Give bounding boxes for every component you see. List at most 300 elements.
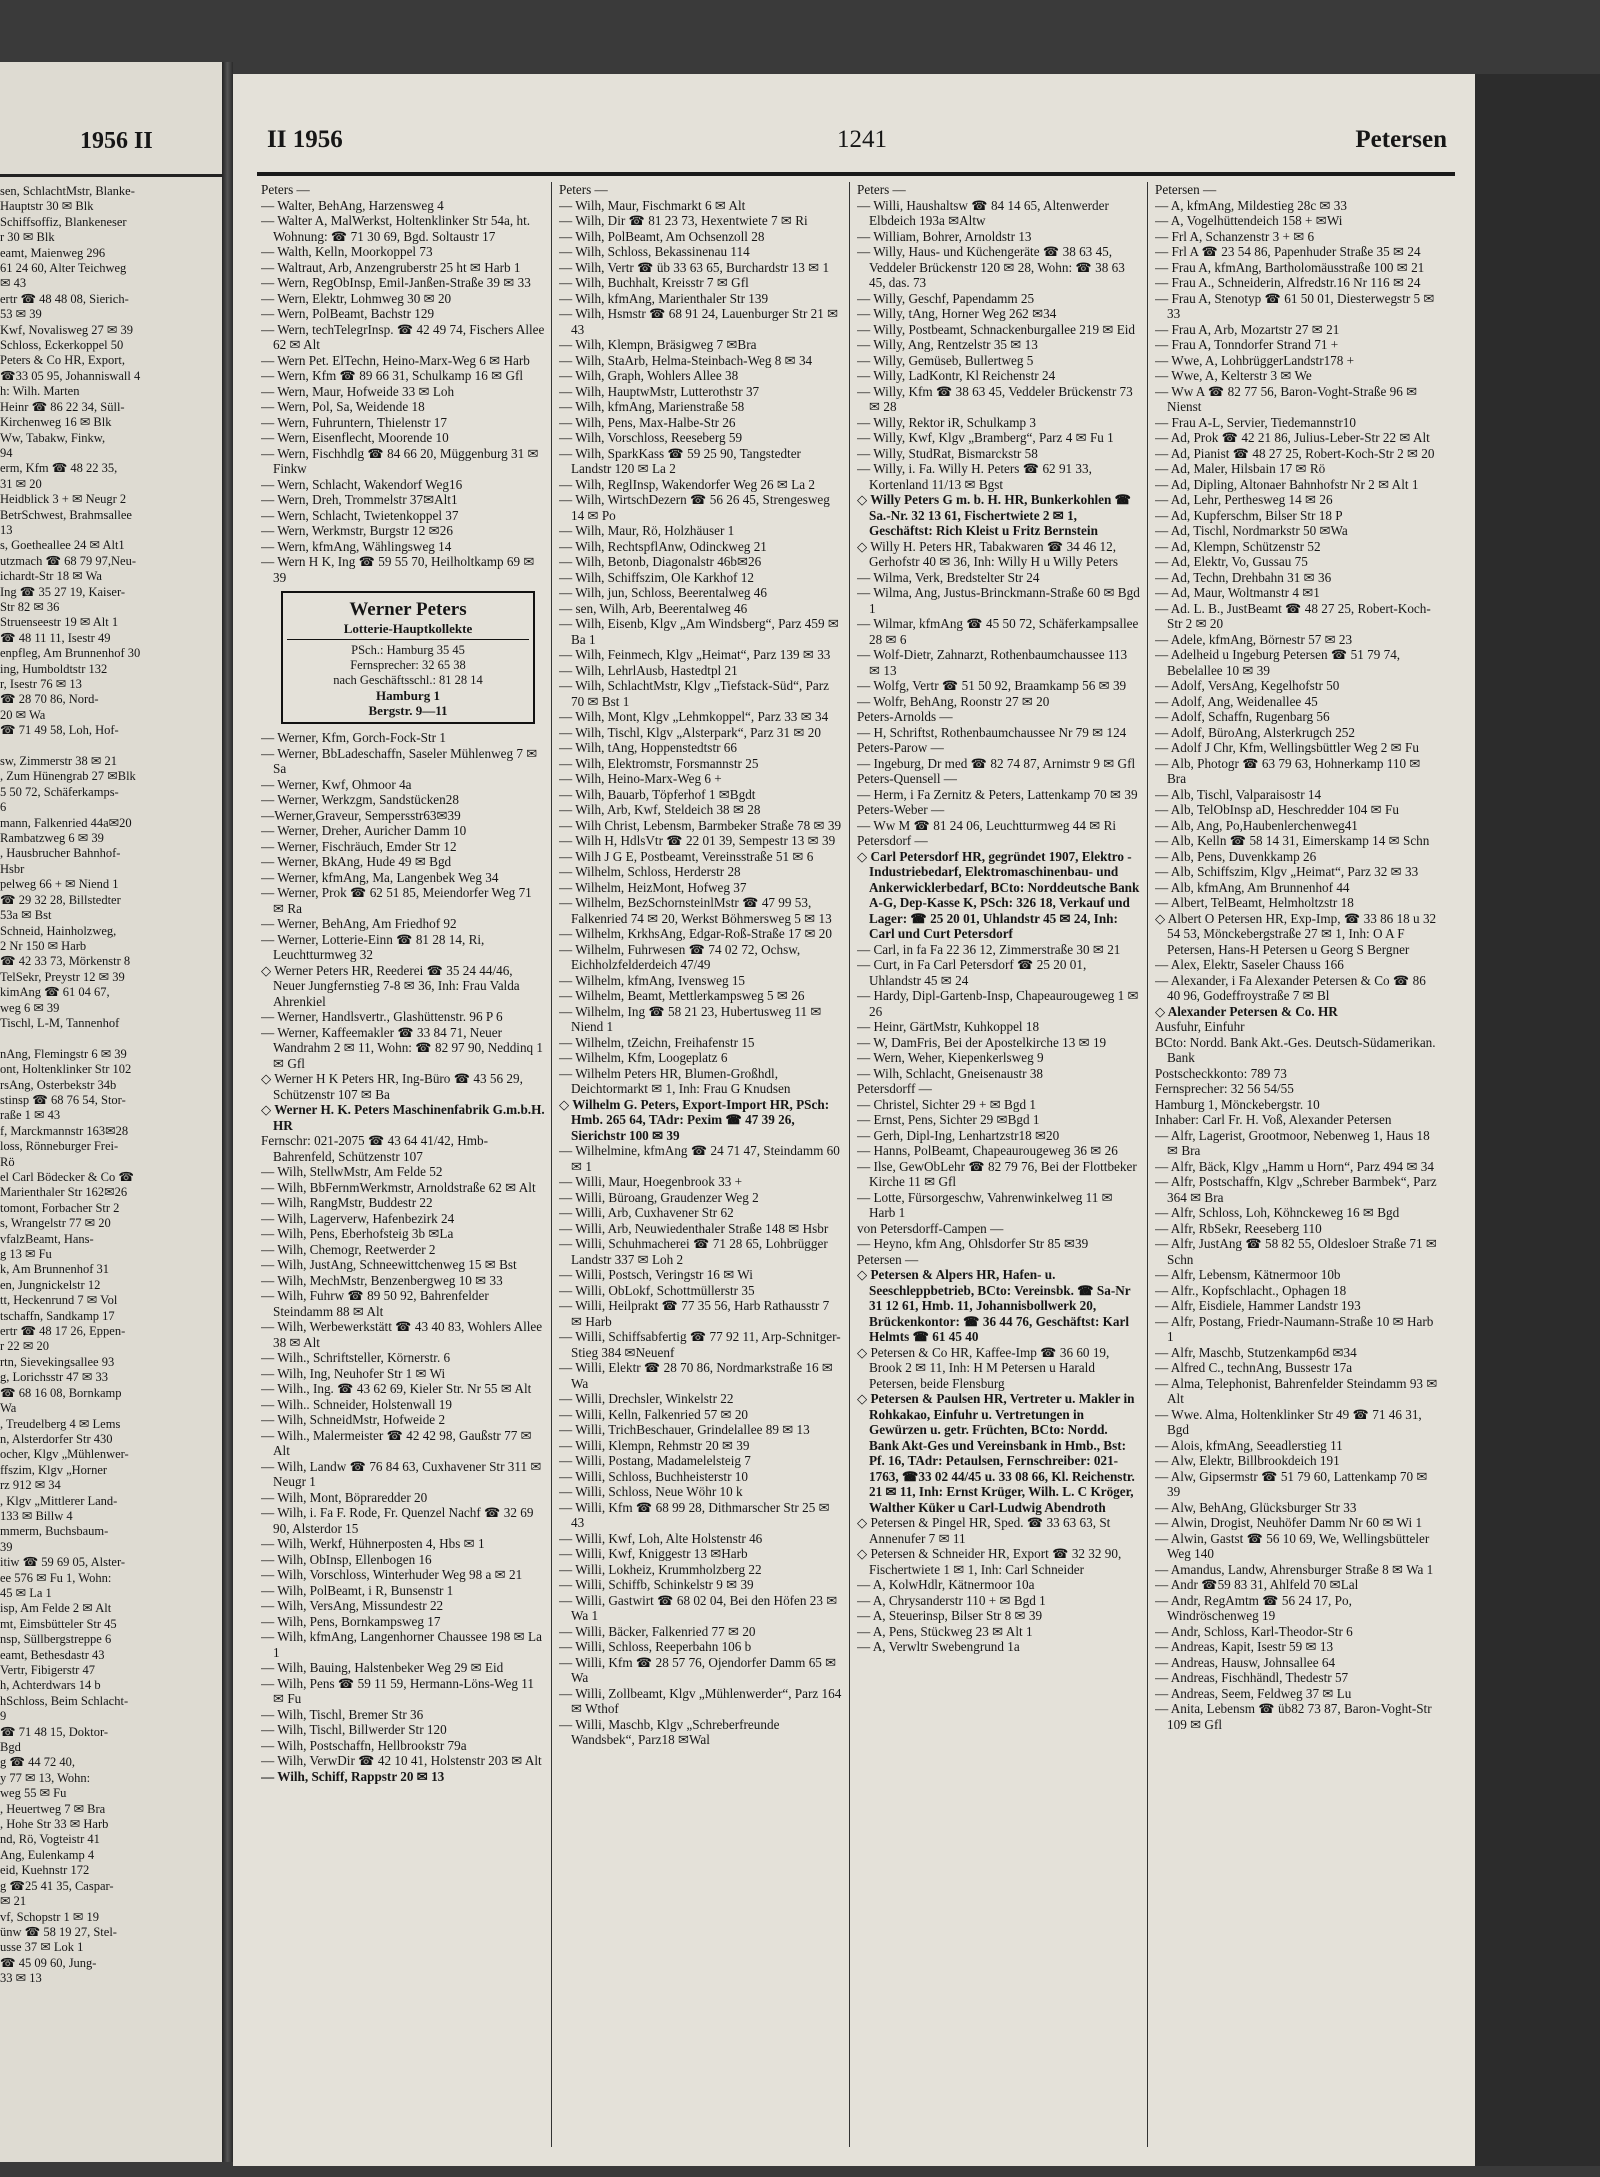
directory-entry: — Wilh, ReglInsp, Wakendorfer Weg 26 ✉ La 2	[559, 476, 815, 492]
directory-entry: — Wilh, Betonb, Diagonalstr 46b✉26	[559, 554, 762, 569]
directory-entry: — Wilh, Bauarb, Töpferhof 1 ✉Bgdt	[559, 786, 756, 802]
ad-city: Hamburg 1	[376, 688, 440, 703]
directory-entry: Fernsprecher: 32 56 54/55	[1155, 1081, 1294, 1096]
left-page-line: ☎ 71 48 15, Doktor-	[0, 1724, 109, 1739]
page-year-label: II 1956	[267, 126, 343, 153]
directory-entry: — Ad, Maur, Woltmanstr 4 ✉1	[1155, 585, 1320, 600]
directory-entry: — Wilhelmine, kfmAng ☎ 24 71 47, Steindamm 60 ✉ 1	[559, 1143, 840, 1174]
directory-entry: — Wilh, kfmAng, Langenhorner Chaussee 198 ✉ La 1	[261, 1629, 542, 1660]
left-page-line: ☎ 48 11 11, Isestr 49	[0, 630, 111, 645]
directory-entry: — Willy, Rektor iR, Schulkamp 3	[857, 414, 1036, 430]
directory-entry: — Wilh, Landw ☎ 76 84 63, Cuxhavener Str 311 ✉ Neugr 1	[261, 1458, 542, 1489]
directory-entry: — Ingeburg, Dr med ☎ 82 74 87, Arnimstr 9 ✉ Gfl	[857, 755, 1136, 771]
column-4	[1155, 182, 1439, 2152]
directory-entry: — Werner, Kwf, Ohmoor 4a	[261, 776, 412, 792]
left-page-line: Kwf, Novalisweg 27 ✉ 39	[0, 322, 134, 337]
left-page-line: y 77 ✉ 13, Wohn:	[0, 1770, 91, 1785]
directory-entry: — Wern, Pol, Sa, Weidende 18	[261, 399, 425, 414]
directory-page	[233, 74, 1475, 2166]
directory-entry: ◇ Petersen & Co HR, Kaffee-Imp ☎ 36 60 19, Brook 2 ✉ 11, Inh: H M Petersen u Harald Petersen, beide Flensburg	[857, 1344, 1110, 1391]
left-page-line: , Klgv „Mittlerer Land-	[0, 1493, 118, 1508]
directory-entry: — Wilh, WirtschDezern ☎ 56 26 45, Strengesweg 14 ✉ Po	[559, 492, 830, 523]
left-page-line: 13	[0, 522, 13, 537]
column-separator	[1147, 182, 1148, 2147]
directory-entry: Petersen —	[1155, 182, 1217, 197]
directory-entry: — Wern, PolBeamt, Bachstr 129	[261, 306, 435, 321]
directory-entry: — Walth, Kelln, Moorkoppel 73	[261, 244, 433, 259]
directory-entry-text: ◇ Carl Petersdorf HR, gegründet 1907, Elektro - Industriebedarf, Elektromaschinenbau- und Ankerwicklerbedarf, BCto: Norddeutsche Bank A-G, Dep-Kasse K, PSch: 326 18, Verkauf und Lager: ☎ 25 20 01, Uhlandstr 45 ✉ 24, Inh: Carl und Curt Petersdorf	[857, 848, 1140, 941]
left-page-line: ing, Humboldtstr 132	[0, 661, 108, 676]
directory-entry: — Alma, Telephonist, Bahrenfelder Steindamm 93 ✉ Alt	[1155, 1375, 1438, 1406]
directory-entry: — Wern, Fuhruntern, Thielenstr 17	[261, 414, 447, 430]
directory-entry: — Wern, Dreh, Trommelstr 37✉Alt1	[261, 492, 458, 507]
left-page-line: ☎ 42 33 73, Mörkenstr 8	[0, 954, 131, 969]
left-page-line: ont, Holtenklinker Str 102	[0, 1062, 132, 1077]
directory-entry	[1155, 1004, 1439, 1020]
column-separator	[551, 182, 552, 2147]
left-page-lines	[0, 184, 216, 1987]
left-page-line	[0, 739, 216, 754]
directory-entry: — Willi, Schiffsabfertig ☎ 77 92 11, Arp-Schnitger-Stieg 384 ✉Neuenf	[559, 1329, 841, 1360]
directory-entry: — Wilh, PolBeamt, i R, Bunsenstr 1	[261, 1582, 454, 1598]
directory-entry: — Willi, ObLokf, Schottmüllerstr 35	[559, 1282, 755, 1298]
directory-entry-text: ◇ Willy Peters G m. b. H. HR, Bunkerkohlen ☎ Sa.-Nr. 32 13 61, Fischertwiete 2 ✉ 1, Geschäftst: Rich Kleist u Fritz Bernstein	[857, 492, 1132, 538]
ad-title: Werner Peters	[349, 599, 467, 620]
directory-entry: — Willi, Schloss, Buchheisterstr 10	[559, 1468, 748, 1484]
left-page-line: Ang, Eulenkamp 4	[0, 1847, 95, 1862]
directory-entry: — Willi, Arb, Neuwiedenthaler Straße 148 ✉ Hsbr	[559, 1220, 829, 1236]
directory-entry: — Werner, Lotterie-Einn ☎ 81 28 14, Ri, Leuchtturmweg 32	[261, 931, 485, 962]
directory-entry: — Herm, i Fa Zernitz & Peters, Lattenkamp 70 ✉ 39	[857, 786, 1138, 802]
directory-entry: — Alb, TelObInsp aD, Heschredder 104 ✉ Fu	[1155, 802, 1399, 817]
directory-entry: — Alfr, Schloss, Loh, Köhnckeweg 16 ✉ Bgd	[1155, 1205, 1400, 1220]
directory-entry: — Willi, Schloss, Reeperbahn 106 b	[559, 1639, 752, 1654]
directory-entry: — Andr, RegAmtm ☎ 56 24 17, Po, Windröschenweg 19	[1155, 1592, 1352, 1623]
left-page-line: BetrSchwest, Brahmsallee	[0, 507, 132, 522]
directory-entry: — Alex, Elektr, Saseler Chauss 166	[1155, 957, 1344, 972]
book-gutter	[222, 62, 233, 2162]
directory-entry: — Willi, Haushaltsw ☎ 84 14 65, Altenwerder Elbdeich 193a ✉Altw	[857, 197, 1109, 228]
directory-entry: — Wilh, Mont, Böpraredder 20	[261, 1489, 428, 1505]
left-page-line: nd, Rö, Vogteistr 41	[0, 1832, 100, 1847]
column-3	[857, 182, 1141, 2152]
directory-entry: — Wilh, Werbewerkstätt ☎ 43 40 83, Wohlers Allee 38 ✉ Alt	[261, 1319, 543, 1350]
directory-entry: — Willy, Kwf, Klgv „Bramberg“, Parz 4 ✉ Fu 1	[857, 430, 1114, 445]
left-page-line: Peters & Co HR, Export,	[0, 353, 125, 368]
directory-entry: — Willi, Gastwirt ☎ 68 02 04, Bei den Höfen 23 ✉ Wa 1	[559, 1592, 838, 1623]
directory-entry: Inhaber: Carl Fr. H. Voß, Alexander Petersen	[1155, 1112, 1392, 1127]
left-page-line: 45 ✉ La 1	[0, 1585, 52, 1600]
directory-entry: — Wilhelm, Schloss, Herderstr 28	[559, 864, 741, 879]
left-page-line: 53 ✉ 39	[0, 307, 42, 322]
directory-entry: — Andr, Schloss, Karl-Theodor-Str 6	[1155, 1623, 1353, 1639]
directory-entry: — Wilh, tAng, Hoppenstedtstr 66	[559, 740, 737, 755]
left-page-line: Hauptstr 30 ✉ Blk	[0, 199, 94, 214]
left-page-line: 31 ✉ 20	[0, 476, 42, 491]
directory-entry: — Alwin, Gastst ☎ 56 10 69, We, Wellingsbütteler Weg 140	[1155, 1530, 1430, 1561]
directory-entry: — Werner, BkAng, Hude 49 ✉ Bgd	[261, 854, 452, 869]
directory-entry: — Amandus, Landw, Ahrensburger Straße 8 ✉ Wa 1	[1155, 1561, 1434, 1577]
left-page-line: tt, Heckenrund 7 ✉ Vol	[0, 1293, 118, 1308]
left-page-line: , Hohe Str 33 ✉ Harb	[0, 1817, 109, 1832]
directory-entry: — Wilh, SchneidMstr, Hofweide 2	[261, 1412, 446, 1427]
directory-entry: — Wern, Kfm ☎ 89 66 31, Schulkamp 16 ✉ Gfl	[261, 368, 524, 383]
directory-entry: — Werner, Handlsvertr., Glashüttenstr. 96 P 6	[261, 1009, 503, 1024]
left-page-line: ocher, Klgv „Mühlenwer-	[0, 1447, 129, 1462]
left-page-line: ☎33 05 95, Johanniswall 4	[0, 368, 141, 383]
left-page-line: el Carl Bödecker & Co ☎	[0, 1170, 134, 1184]
directory-entry: — Willi, Kwf, Loh, Alte Holstenstr 46	[559, 1530, 763, 1546]
directory-entry: — A, Pens, Stückweg 23 ✉ Alt 1	[857, 1623, 1033, 1639]
directory-entry: — Wilh, JustAng, Schneewittchenweg 15 ✉ Bst	[261, 1257, 517, 1272]
directory-entry: — A, Steuerinsp, Bilser Str 8 ✉ 39	[857, 1608, 1043, 1623]
left-page-header: 1956 II	[80, 128, 153, 154]
directory-entry: — W, DamFris, Bei der Apostelkirche 13 ✉ 19	[857, 1034, 1107, 1050]
directory-entry: — Werner, Fischräuch, Emder Str 12	[261, 838, 457, 854]
directory-entry: — Wwe, A, Kelterstr 3 ✉ We	[1155, 368, 1312, 383]
directory-entry: — Alfr, Eisdiele, Hammer Landstr 193	[1155, 1298, 1361, 1313]
directory-entry: — Wilh, Elektromstr, Forsmannstr 25	[559, 755, 759, 771]
directory-entry: Fernschr: 021-2075 ☎ 43 64 41/42, Hmb-Bahrenfeld, Schützenstr 107	[261, 1133, 489, 1164]
left-page-line: mt, Eimsbütteler Str 45	[0, 1616, 117, 1631]
directory-entry: — Ad, Klempn, Schützenstr 52	[1155, 538, 1321, 554]
left-page-line: eamt, Bethesdastr 43	[0, 1647, 105, 1662]
ad-subtitle: Lotterie-Hauptkollekte	[287, 621, 529, 640]
directory-entry: — Andreas, Seem, Feldweg 37 ✉ Lu	[1155, 1685, 1352, 1701]
directory-entry: — Wern, kfmAng, Wählingsweg 14	[261, 538, 452, 554]
directory-entry: — Alb, Pens, Duvenkkamp 26	[1155, 848, 1317, 864]
left-page-line: f, Marckmannstr 163✉28	[0, 1123, 129, 1138]
directory-entry: — A, KolwHdlr, Kätnermoor 10a	[857, 1577, 1035, 1592]
directory-entry: — Willy, Postbeamt, Schnackenburgallee 219 ✉ Eid	[857, 321, 1136, 337]
left-page-line: Heinr ☎ 86 22 34, Süll-	[0, 399, 125, 414]
left-page-line: 33 ✉ 13	[0, 1971, 42, 1986]
directory-entry: — Ad, Pianist ☎ 48 27 25, Robert-Koch-Str 2 ✉ 20	[1155, 445, 1435, 461]
directory-entry: — Ad, Prok ☎ 42 21 86, Julius-Leber-Str 22 ✉ Alt	[1155, 430, 1430, 445]
directory-entry: — Werner, kfmAng, Ma, Langenbek Weg 34	[261, 869, 499, 885]
left-page-line: Tischl, L-M, Tannenhof	[0, 1015, 120, 1030]
directory-entry: — Wern, Eisenflecht, Moorende 10	[261, 430, 449, 445]
directory-entry	[559, 1097, 843, 1144]
left-page-line: k, Am Brunnenhof 31	[0, 1262, 110, 1277]
left-page-line: s, Goetheallee 24 ✉ Alt1	[0, 538, 125, 553]
left-page-line: kimAng ☎ 61 04 67,	[0, 985, 110, 1000]
directory-entry: — Alfr, Postang, Friedr-Naumann-Straße 10 ✉ Harb 1	[1155, 1313, 1434, 1344]
directory-entry: — Wilh, Tischl, Klgv „Alsterpark“, Parz 31 ✉ 20	[559, 724, 821, 740]
directory-entry: — Willi, Elektr ☎ 28 70 86, Nordmarkstraße 16 ✉ Wa	[559, 1360, 833, 1391]
directory-entry: Peters-Quensell —	[857, 771, 957, 786]
directory-entry: — Willi, Maur, Hoegenbrook 33 +	[559, 1174, 743, 1189]
directory-entry: — Wilhelm, Fuhrwesen ☎ 74 02 72, Ochsw, Eichholzfelderdeich 47/49	[559, 941, 801, 972]
left-page-line: Ww, Tabakw, Finkw,	[0, 430, 106, 445]
directory-entry: — Alfr, Bäck, Klgv „Hamm u Horn“, Parz 494 ✉ 34	[1155, 1158, 1434, 1174]
directory-entry: — Frau A, Arb, Mozartstr 27 ✉ 21	[1155, 321, 1340, 337]
directory-entry: — A, Vogelhüttendeich 158 + ✉Wi	[1155, 213, 1343, 228]
directory-entry: — Alfred C., technAng, Bussestr 17a	[1155, 1360, 1353, 1375]
left-page-line: ☎ 71 49 58, Loh, Hof-	[0, 723, 119, 738]
directory-entry: — Wilh, Pens, Eberhofsteig 3b ✉La	[261, 1226, 454, 1241]
left-page-line: tschaffn, Sandkamp 17	[0, 1308, 115, 1323]
directory-entry: — H, Schriftst, Rothenbaumchaussee Nr 79 ✉ 124	[857, 724, 1127, 740]
directory-entry: — Gerh, Dipl-Ing, Lenhartzstr18 ✉20	[857, 1127, 1060, 1143]
left-page-line: ☎ 28 70 86, Nord-	[0, 692, 99, 707]
left-page-line: , Hausbrucher Bahnhof-	[0, 846, 121, 861]
directory-entry: — Wilh., Ing. ☎ 43 62 69, Kieler Str. Nr 55 ✉ Alt	[261, 1381, 532, 1396]
directory-entry: — Anita, Lebensm ☎ üb82 73 87, Baron-Voght-Str 109 ✉ Gfl	[1155, 1701, 1432, 1732]
directory-entry: — Wilh, kfmAng, Marienthaler Str 139	[559, 290, 769, 306]
directory-entry: — Lotte, Fürsorgeschw, Vahrenwinkelweg 11 ✉ Harb 1	[857, 1189, 1113, 1220]
directory-entry: — Alfr, RbSekr, Reeseberg 110	[1155, 1220, 1322, 1236]
left-page-line: ichardt-Str 18 ✉ Wa	[0, 569, 102, 584]
directory-entry: — Werner, Kfm, Gorch-Fock-Str 1	[261, 730, 446, 745]
directory-entry: — Ad. L. B., JustBeamt ☎ 48 27 25, Robert-Koch-Str 2 ✉ 20	[1155, 600, 1431, 631]
left-page-line: rz 912 ✉ 34	[0, 1478, 61, 1493]
column-separator	[849, 182, 850, 2147]
left-page-line: r 22 ✉ 20	[0, 1339, 50, 1354]
left-page-line: hSchloss, Beim Schlacht-	[0, 1693, 129, 1708]
directory-entry: — Wilma, Verk, Bredstelter Str 24	[857, 569, 1040, 585]
directory-entry: ◇ Petersen & Schneider HR, Export ☎ 32 32 90, Fischertwiete 1 ✉ 1, Inh: Carl Schneider	[857, 1546, 1122, 1577]
directory-entry: — Walter, BehAng, Harzensweg 4	[261, 197, 444, 213]
left-page-line: 94	[0, 445, 13, 460]
directory-entry: — Adelheid u Ingeburg Petersen ☎ 51 79 74, Bebelallee 10 ✉ 39	[1155, 647, 1401, 678]
directory-entry: — Willi, Kwf, Kniggestr 13 ✉Harb	[559, 1546, 748, 1561]
directory-entry: — Wilhelm, kfmAng, Ivensweg 15	[559, 972, 746, 988]
directory-entry: — Andreas, Hausw, Johnsallee 64	[1155, 1654, 1336, 1670]
left-page-line: Bgd	[0, 1740, 21, 1755]
directory-entry: — Wilh, Feinmech, Klgv „Heimat“, Parz 139 ✉ 33	[559, 647, 831, 662]
left-page-line: Schneid, Hainholzweg,	[0, 923, 117, 938]
left-page-line: ffszim, Klgv „Horner	[0, 1462, 108, 1477]
left-page-line: vf, Schopstr 1 ✉ 19	[0, 1909, 100, 1924]
directory-entry: — Willi, Kfm ☎ 68 99 28, Dithmarscher Str 25 ✉ 43	[559, 1499, 830, 1530]
left-page-line: weg 55 ✉ Fu	[0, 1786, 67, 1801]
left-page-line: g ☎ 44 72 40,	[0, 1755, 75, 1770]
directory-entry: Peters-Weber —	[857, 802, 945, 817]
directory-entry: — Wilhelm, HeizMont, Hofweg 37	[559, 879, 747, 895]
directory-entry: Hamburg 1, Mönckebergstr. 10	[1155, 1096, 1320, 1112]
left-page-line: mmerm, Buchsbaum-	[0, 1524, 109, 1539]
directory-entry: — Wwe, A, LohbrüggerLandstr178 +	[1155, 352, 1355, 368]
directory-entry	[857, 849, 1141, 942]
directory-entry: ◇ Petersen & Pingel HR, Sped. ☎ 33 63 63, St Annenufer 7 ✉ 11	[857, 1515, 1111, 1546]
directory-entry: — Wilh, Schlacht, Gneisenaustr 38	[857, 1065, 1044, 1081]
directory-entry: — Carl, in fa Fa 22 36 12, Zimmerstraße 30 ✉ 21	[857, 941, 1121, 957]
left-page-line: sw, Zimmerstr 38 ✉ 21	[0, 754, 117, 769]
directory-entry: — Wilh, Fuhrw ☎ 89 50 92, Bahrenfelder Steindamm 88 ✉ Alt	[261, 1288, 489, 1319]
left-page-line: 61 24 60, Alter Teichweg	[0, 261, 127, 276]
directory-entry: Peters —	[559, 182, 608, 197]
directory-entry: — Wilh J G E, Postbeamt, Vereinsstraße 51 ✉ 6	[559, 848, 814, 864]
directory-entry: — Wilh H, HdlsVtr ☎ 22 01 39, Sempestr 13 ✉ 39	[559, 833, 836, 848]
directory-entry: — Wilh, RechtspflAnw, Odinckweg 21	[559, 538, 767, 554]
directory-entry: — Wilh, LehrlAusb, Hastedtpl 21	[559, 662, 738, 678]
directory-entry: — Willy, LadKontr, Kl Reichenstr 24	[857, 368, 1056, 383]
directory-entry: — Werner, Kaffeemakler ☎ 33 84 71, Neuer Wandrahm 2 ✉ 11, Wohn: ☎ 82 97 90, Neddinq 1 ✉ Gfl	[261, 1024, 544, 1071]
directory-entry: — Alwin, Drogist, Neuhöfer Damm Nr 60 ✉ Wi 1	[1155, 1515, 1423, 1530]
running-head: Petersen	[1355, 126, 1447, 153]
directory-entry: — Wilh, Maur, Rö, Holzhäuser 1	[559, 523, 735, 538]
directory-entry: — Wilh, Schloss, Bekassinenau 114	[559, 244, 750, 259]
left-page-line: , Treudelberg 4 ✉ Lems	[0, 1416, 121, 1431]
directory-entry: — Willi, Kfm ☎ 28 57 76, Ojendorfer Damm 65 ✉ Wa	[559, 1654, 837, 1685]
left-page-line: g ☎25 41 35, Caspar-	[0, 1878, 114, 1893]
directory-entry: — Ad, Tischl, Nordmarkstr 50 ✉Wa	[1155, 523, 1348, 538]
left-page-line: 39	[0, 1539, 13, 1554]
directory-entry: Petersen —	[857, 1251, 919, 1267]
directory-entry: Peters —	[857, 182, 906, 197]
left-page-line: g, Lorichsstr 47 ✉ 33	[0, 1370, 109, 1385]
directory-entry	[857, 492, 1141, 539]
left-page	[0, 62, 222, 2162]
left-page-line: sen, SchlachtMstr, Blanke-	[0, 184, 135, 198]
directory-entry: — Wilhelm, Beamt, Mettlerkampsweg 5 ✉ 26	[559, 988, 805, 1003]
directory-entry: — Alb, Tischl, Valparaisostr 14	[1155, 786, 1322, 802]
directory-entry: Peters —	[261, 182, 310, 197]
directory-entry: — Alfr, Lebensm, Kätnermoor 10b	[1155, 1267, 1341, 1282]
directory-entry: — Wern, Elektr, Lohmweg 30 ✉ 20	[261, 290, 452, 306]
directory-entry: — Wilh, Tischl, Bremer Str 36	[261, 1706, 424, 1722]
directory-entry: — Albert, TelBeamt, Helmholtzstr 18	[1155, 895, 1354, 910]
directory-entry: — Wilh, Vorschloss, Reeseberg 59	[559, 430, 743, 445]
directory-entry: — Wilhelm, Ing ☎ 58 21 23, Hubertusweg 11 ✉ Niend 1	[559, 1003, 822, 1034]
directory-entry: — Alexander, i Fa Alexander Petersen & Co ☎ 86 40 96, Godeffroystraße 7 ✉ Bl	[1155, 972, 1426, 1003]
directory-entry: — Wilh, RangMstr, Buddestr 22	[261, 1195, 433, 1210]
directory-entry: — Wilh, Schiffszim, Ole Karkhof 12	[559, 569, 754, 585]
directory-entry: — William, Bohrer, Arnoldstr 13	[857, 228, 1032, 244]
directory-entry: — Willi, Büroang, Graudenzer Weg 2	[559, 1189, 759, 1205]
directory-entry: — Andreas, Kapit, Isestr 59 ✉ 13	[1155, 1639, 1334, 1654]
page-header	[257, 126, 1455, 166]
directory-entry: — Alb, Ang, Po,Haubenlerchenweg41	[1155, 817, 1358, 833]
left-page-line: ✉ 21	[0, 1894, 27, 1909]
left-page-line: Hsbr	[0, 861, 25, 876]
left-page-line: Rö	[0, 1154, 15, 1169]
directory-entry: — Wilh, Graph, Wohlers Allee 38	[559, 368, 739, 383]
directory-entry: — Christel, Sichter 29 + ✉ Bgd 1	[857, 1096, 1036, 1112]
left-page-line: vfalzBeamt, Hans-	[0, 1231, 94, 1246]
left-page-line: ee 576 ✉ Fu 1, Wohn:	[0, 1570, 112, 1585]
directory-entry: — Wilh, Werkf, Hühnerposten 4, Hbs ✉ 1	[261, 1536, 485, 1551]
directory-entry: ◇ Albert O Petersen HR, Exp-Imp, ☎ 33 86 18 u 32 54 53, Mönckebergstraße 27 ✉ 1, Inh: O A F Petersen, Hans-H Petersen u Georg S Bergner	[1155, 910, 1437, 957]
left-page-line: r, Isestr 76 ✉ 13	[0, 677, 82, 691]
directory-entry: — Willi, Postsch, Veringstr 16 ✉ Wi	[559, 1267, 753, 1282]
left-page-line: Schloss, Eckerkoppel 50	[0, 338, 124, 353]
directory-entry-text: ◇ Petersen & Paulsen HR, Vertreter u. Makler in Rohkakao, Einfuhr u. Vertretungen in Gewürzen u. getr. Früchten, BCto: Nordd. Bank Akt-Ges und Vereinsbank in Hmb., Bst: Pf. 16, TAdr: Petaulsen, Fernschreiber: 021-1763, ☎33 02 44/45 u. 33 08 66, Kl. Reichenstr. 21 ✉ 11, Inh: Ernst Krüger, Wilh. L. C Kröger, Walther Küker u Carl-Ludwig Abendroth	[857, 1391, 1135, 1515]
directory-entry: — Alfr, Maschb, Stutzenkamp6d ✉34	[1155, 1344, 1357, 1360]
directory-entry: — Wern, Werkmstr, Burgstr 12 ✉26	[261, 523, 453, 538]
directory-entry: — Wern, Schlacht, Twietenkoppel 37	[261, 507, 459, 523]
directory-entry: — Wilh, i. Fa F. Rode, Fr. Quenzel Nachf ☎ 32 69 90, Alsterdor 15	[261, 1505, 534, 1536]
directory-entry: Petersdorf —	[857, 833, 928, 848]
directory-entry: — Willi, Schuhmacherei ☎ 71 28 65, Lohbrügger Landstr 337 ✉ Loh 2	[559, 1236, 828, 1267]
directory-entry: — Willi, Schloss, Neue Wöhr 10 k	[559, 1484, 743, 1499]
directory-entry: Postscheckkonto: 789 73	[1155, 1065, 1287, 1081]
directory-entry: — Alw, BehAng, Glücksburger Str 33	[1155, 1499, 1357, 1515]
directory-entry: — Ernst, Pens, Sichter 29 ✉Bgd 1	[857, 1112, 1040, 1127]
directory-entry: — Wilh, Hsmstr ☎ 68 91 24, Lauenburger Str 21 ✉ 43	[559, 306, 839, 337]
directory-entry: — Frau A, Tonndorfer Strand 71 +	[1155, 337, 1339, 352]
column-2	[559, 182, 843, 2152]
left-page-line: loss, Rönneburger Frei-	[0, 1139, 119, 1154]
left-page-line: Wa	[0, 1401, 17, 1416]
directory-entry: — Ad, Elektr, Vo, Gussau 75	[1155, 554, 1308, 569]
directory-entry: — Wilh, BbFernmWerkmstr, Arnoldstraße 62 ✉ Alt	[261, 1179, 536, 1195]
directory-entry: — Hardy, Dipl-Gartenb-Insp, Chapeaurougeweg 1 ✉ 26	[857, 988, 1139, 1019]
directory-entry: — Willi, TrichBeschauer, Grindelallee 89 ✉ 13	[559, 1422, 810, 1437]
directory-entry: — Werner, Prok ☎ 62 51 85, Meiendorfer Weg 71 ✉ Ra	[261, 885, 532, 916]
directory-entry: — Alb, Kelln ☎ 58 14 31, Eimerskamp 14 ✉ Schn	[1155, 833, 1430, 848]
directory-entry: — Wilh, StellwMstr, Am Felde 52	[261, 1164, 443, 1179]
directory-entry: — Wilh, Buchhalt, Kreisstr 7 ✉ Gfl	[559, 275, 749, 290]
directory-entry: — Andreas, Fischhändl, Thedestr 57	[1155, 1670, 1349, 1685]
left-page-line: Rambatzweg 6 ✉ 39	[0, 831, 104, 846]
directory-entry: — Willy, Geschf, Papendamm 25	[857, 290, 1035, 306]
directory-entry: — Andr ☎59 83 31, Ahlfeld 70 ✉Lal	[1155, 1577, 1359, 1592]
directory-entry-text: ◇ Petersen & Alpers HR, Hafen- u. Seeschleppbetrieb, BCto: Vereinsbk. ☎ Sa-Nr 31 12 61, Hmb. 11, Johannisbollwerk 20, Brückenkontor: ☎ 36 44 76, Geschäftst: Karl Helmts ☎ 61 45 40	[857, 1267, 1131, 1344]
directory-entry: Peters-Parow —	[857, 740, 944, 755]
directory-entry: — Alfr., Kopfschlacht., Ophagen 18	[1155, 1282, 1347, 1298]
directory-entry: — Willy, i. Fa. Willy H. Peters ☎ 62 91 33, Kortenland 11/13 ✉ Bgst	[857, 461, 1092, 492]
directory-entry: — Frau A, kfmAng, Bartholomäusstraße 100 ✉ 21	[1155, 259, 1425, 275]
left-page-line: n, Alsterdorfer Str 430	[0, 1431, 113, 1446]
left-page-line: TelSekr, Preystr 12 ✉ 39	[0, 969, 125, 984]
ad-phone: Fernsprecher: 32 65 38	[350, 658, 466, 672]
directory-entry: — sen, Wilh, Arb, Beerentalweg 46	[559, 600, 748, 616]
left-page-line: eamt, Maienweg 296	[0, 245, 106, 260]
left-page-line: stinsp ☎ 68 76 54, Stor-	[0, 1092, 126, 1107]
directory-entry: Ausfuhr, Einfuhr	[1155, 1019, 1245, 1034]
left-page-line: Marienthaler Str 162✉26	[0, 1185, 128, 1200]
directory-entry: — Willi, Arb, Cuxhavener Str 62	[559, 1205, 734, 1220]
left-page-line: , Zum Hünengrab 27 ✉Blk	[0, 769, 136, 784]
page-number: 1241	[837, 126, 887, 153]
directory-entry: — A, Chrysanderstr 110 + ✉ Bgd 1	[857, 1592, 1046, 1608]
left-page-line: Ing ☎ 35 27 19, Kaiser-	[0, 584, 126, 599]
directory-entry: — A, kfmAng, Mildestieg 28c ✉ 33	[1155, 197, 1347, 213]
directory-entry: — Alb, Photogr ☎ 63 79 63, Hohnerkamp 110 ✉ Bra	[1155, 755, 1421, 786]
directory-entry: — Wolfr, BehAng, Roonstr 27 ✉ 20	[857, 693, 1050, 709]
directory-entry: — Wilh, HauptwMstr, Lutterothstr 37	[559, 383, 760, 399]
directory-entry: — Ad, Lehr, Perthesweg 14 ✉ 26	[1155, 492, 1333, 507]
directory-entry: — Willy, tAng, Horner Weg 262 ✉34	[857, 306, 1057, 321]
directory-entry	[261, 1769, 545, 1785]
directory-entry: — Wilh, VersAng, Missundestr 22	[261, 1598, 444, 1613]
directory-entry: — Alfr, JustAng ☎ 58 82 55, Oldesloer Straße 71 ✉ Schn	[1155, 1236, 1437, 1267]
directory-entry: — Wolf-Dietr, Zahnarzt, Rothenbaumchaussee 113 ✉ 13	[857, 647, 1128, 678]
left-page-line: 53a ✉ Bst	[0, 908, 52, 923]
directory-entry: — Ad, Maler, Hilsbain 17 ✉ Rö	[1155, 461, 1326, 476]
directory-entry: — Werner, Dreher, Auricher Damm 10	[261, 823, 467, 838]
left-page-line: ✉ 43	[0, 276, 27, 291]
left-page-line: Vertr, Fibigerstr 47	[0, 1663, 95, 1677]
left-page-line: nsp, Süllbergstreppe 6	[0, 1632, 112, 1647]
left-page-line: ünw ☎ 58 19 27, Stel-	[0, 1924, 117, 1939]
left-page-line: pelweg 66 + ✉ Niend 1	[0, 877, 119, 892]
left-page-line: ☎ 45 09 60, Jung-	[0, 1955, 97, 1970]
left-page-line: 5 50 72, Schäferkamps-	[0, 784, 119, 799]
directory-entry: — Wilh, kfmAng, Marienstraße 58	[559, 399, 745, 414]
directory-entry: — Wern, Weher, Kiepenkerlsweg 9	[857, 1050, 1044, 1065]
left-page-line: ertr ☎ 48 48 08, Sierich-	[0, 291, 129, 306]
directory-entry: — Wilh, Vorschloss, Winterhuder Weg 98 a ✉ 21	[261, 1567, 523, 1582]
left-page-line: 2 Nr 150 ✉ Harb	[0, 938, 87, 953]
directory-entry: — Wilh., Schriftsteller, Körnerstr. 6	[261, 1350, 451, 1365]
left-page-line: Kirchenweg 16 ✉ Blk	[0, 415, 112, 430]
directory-entry: — Hanns, PolBeamt, Chapeaurougeweg 36 ✉ 26	[857, 1143, 1118, 1158]
header-rule	[257, 172, 1455, 176]
directory-entry: — Frl A, Schanzenstr 3 + ✉ 6	[1155, 228, 1315, 244]
